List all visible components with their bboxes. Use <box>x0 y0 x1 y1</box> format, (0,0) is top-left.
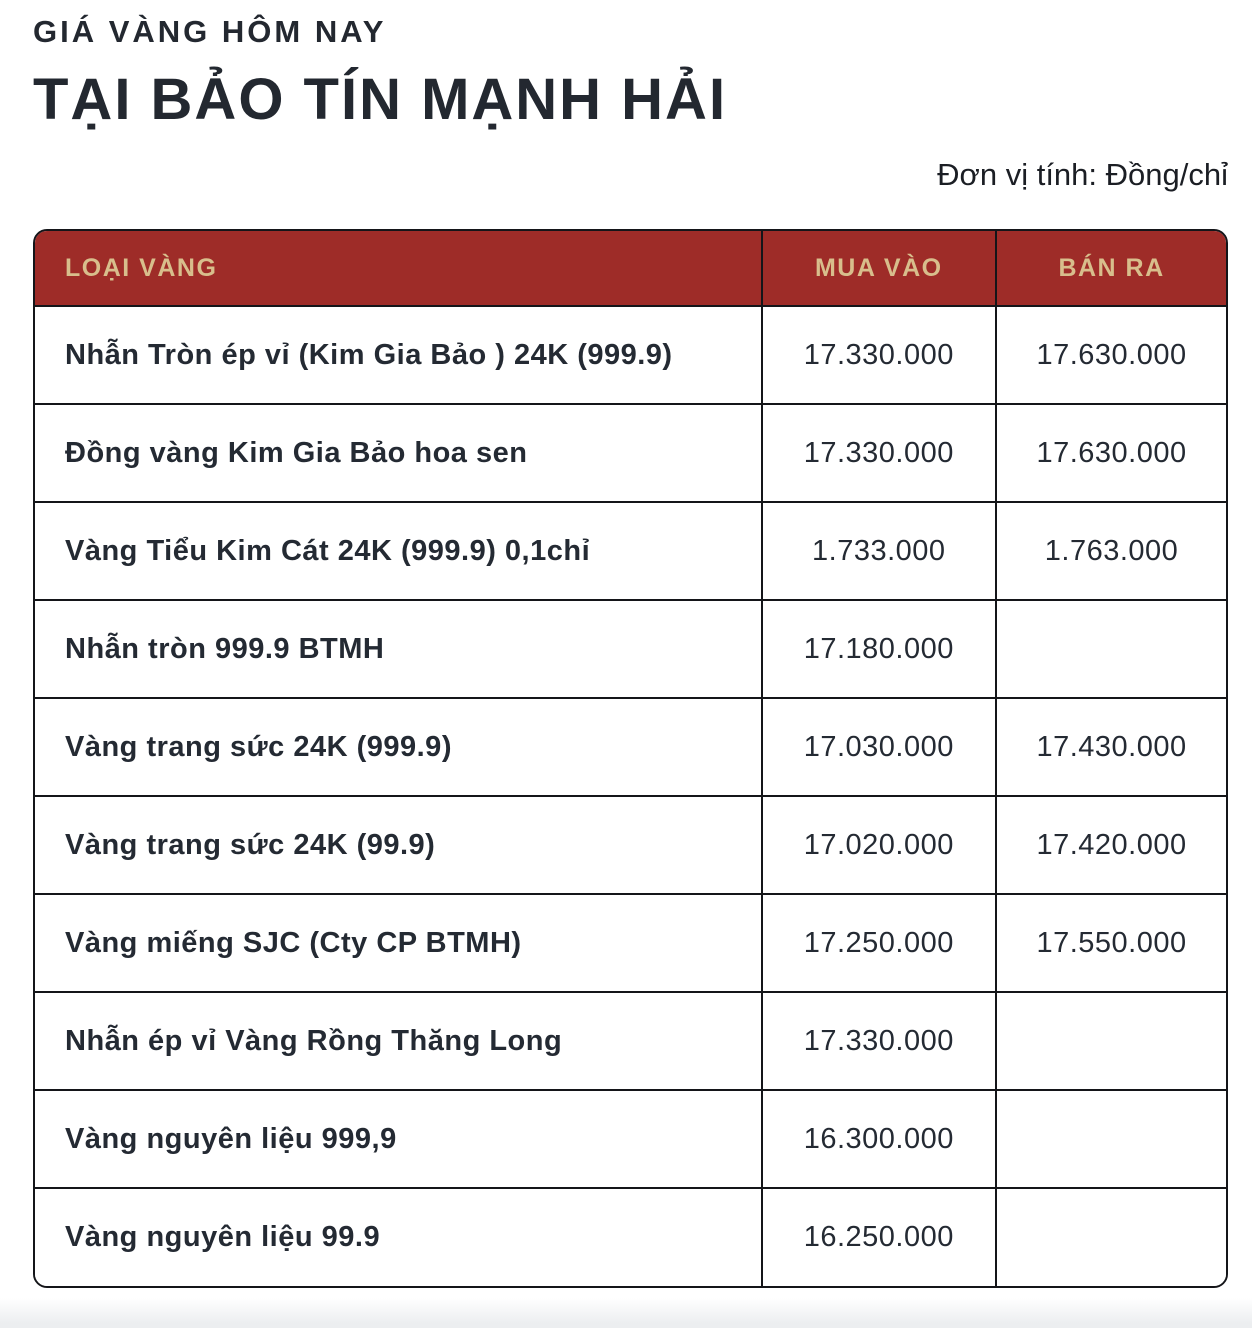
table-row <box>35 894 1226 992</box>
buy-price-cell: 17.330.000 <box>762 992 997 1090</box>
sell-price-cell: 17.420.000 <box>996 796 1226 894</box>
table-body <box>35 306 1226 1286</box>
gold-type-cell: Đồng vàng Kim Gia Bảo hoa sen <box>35 404 762 502</box>
table-row <box>35 306 1226 404</box>
sell-price-cell <box>996 992 1226 1090</box>
buy-price-cell: 1.733.000 <box>762 502 997 600</box>
buy-price-cell: 17.250.000 <box>762 894 997 992</box>
table-row <box>35 1090 1226 1188</box>
gold-type-cell: Vàng Tiểu Kim Cát 24K (999.9) 0,1chỉ <box>35 502 762 600</box>
buy-price-cell: 17.330.000 <box>762 404 997 502</box>
sell-price-cell: 1.763.000 <box>996 502 1226 600</box>
table-row <box>35 502 1226 600</box>
gold-type-cell: Vàng trang sức 24K (999.9) <box>35 698 762 796</box>
unit-note: Đơn vị tính: Đồng/chỉ <box>937 157 1228 192</box>
table-row <box>35 404 1226 502</box>
table-row <box>35 600 1226 698</box>
column-header-type: LOẠI VÀNG <box>35 231 762 306</box>
buy-price-cell: 17.180.000 <box>762 600 997 698</box>
table-row <box>35 796 1226 894</box>
gold-type-cell: Nhẫn ép vỉ Vàng Rồng Thăng Long <box>35 992 762 1090</box>
table-header <box>35 231 1226 306</box>
sell-price-cell: 17.430.000 <box>996 698 1226 796</box>
page-bottom-fade <box>0 1298 1252 1328</box>
table-row <box>35 1188 1226 1286</box>
page-kicker: GIÁ VÀNG HÔM NAY <box>33 14 387 49</box>
sell-price-cell <box>996 1188 1226 1286</box>
buy-price-cell: 16.300.000 <box>762 1090 997 1188</box>
sell-price-cell: 17.550.000 <box>996 894 1226 992</box>
gold-type-cell: Vàng trang sức 24K (99.9) <box>35 796 762 894</box>
buy-price-cell: 16.250.000 <box>762 1188 997 1286</box>
gold-price-table <box>35 231 1226 1286</box>
sell-price-cell <box>996 600 1226 698</box>
column-header-buy: MUA VÀO <box>762 231 997 306</box>
table-header-row <box>35 231 1226 306</box>
table-row <box>35 992 1226 1090</box>
gold-type-cell: Vàng nguyên liệu 999,9 <box>35 1090 762 1188</box>
gold-type-cell: Nhẫn Tròn ép vỉ (Kim Gia Bảo ) 24K (999.9) <box>35 306 762 404</box>
gold-type-cell: Nhẫn tròn 999.9 BTMH <box>35 600 762 698</box>
sell-price-cell: 17.630.000 <box>996 404 1226 502</box>
buy-price-cell: 17.330.000 <box>762 306 997 404</box>
sell-price-cell <box>996 1090 1226 1188</box>
table-row <box>35 698 1226 796</box>
column-header-sell: BÁN RA <box>996 231 1226 306</box>
buy-price-cell: 17.030.000 <box>762 698 997 796</box>
sell-price-cell: 17.630.000 <box>996 306 1226 404</box>
buy-price-cell: 17.020.000 <box>762 796 997 894</box>
gold-price-table-wrap <box>33 229 1228 1288</box>
gold-type-cell: Vàng miếng SJC (Cty CP BTMH) <box>35 894 762 992</box>
page-title: TẠI BẢO TÍN MẠNH HẢI <box>33 67 728 132</box>
gold-type-cell: Vàng nguyên liệu 99.9 <box>35 1188 762 1286</box>
